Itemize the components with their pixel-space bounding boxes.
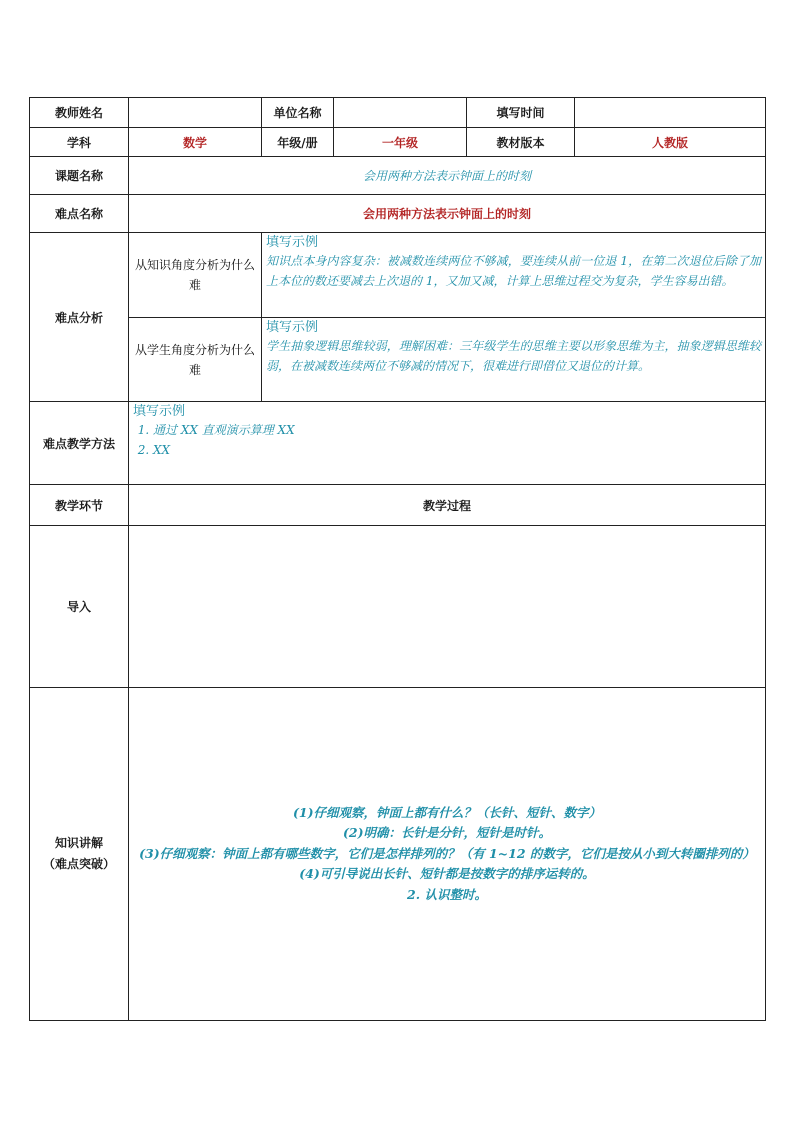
knowledge-label-line2: （难点突破） bbox=[42, 857, 115, 871]
knowledge-row bbox=[30, 688, 766, 1021]
header-row-2 bbox=[30, 128, 766, 157]
process-header: 教学过程 bbox=[129, 485, 766, 526]
student-angle-cell[interactable] bbox=[262, 318, 766, 402]
intro-row bbox=[30, 526, 766, 688]
method-example-title: 填写示例 bbox=[133, 404, 186, 419]
analysis-label: 难点分析 bbox=[30, 233, 129, 402]
knowledge-line: (2)明确：长针是分针，短针是时针。 bbox=[342, 825, 552, 841]
knowledge-line: (1)仔细观察，钟面上都有什么？（长针、短针、数字） bbox=[292, 804, 602, 820]
difficulty-value[interactable]: 会用两种方法表示钟面上的时刻 bbox=[129, 195, 766, 233]
stage-header: 教学环节 bbox=[30, 485, 129, 526]
grade-value[interactable]: 一年级 bbox=[334, 128, 467, 157]
grade-label: 年级/册 bbox=[262, 128, 334, 157]
student-example-title: 填写示例 bbox=[266, 320, 319, 335]
knowledge-label-line1: 知识讲解 bbox=[54, 836, 103, 850]
knowledge-content[interactable] bbox=[129, 688, 766, 1021]
knowledge-label bbox=[30, 688, 129, 1021]
unit-name-label: 单位名称 bbox=[262, 98, 334, 128]
method-item: 2. XX bbox=[153, 440, 761, 460]
process-header-row bbox=[30, 485, 766, 526]
method-item: 1. 通过 XX 直观演示算理 XX bbox=[153, 420, 761, 440]
topic-label: 课题名称 bbox=[30, 157, 129, 195]
header-row-1 bbox=[30, 98, 766, 128]
fill-date-field[interactable] bbox=[575, 98, 766, 128]
teacher-name-label: 教师姓名 bbox=[30, 98, 129, 128]
lesson-plan-table bbox=[29, 97, 766, 1021]
topic-value[interactable]: 会用两种方法表示钟面上的时刻 bbox=[129, 157, 766, 195]
difficulty-label: 难点名称 bbox=[30, 195, 129, 233]
knowledge-angle-label: 从知识角度分析为什么难 bbox=[129, 233, 262, 318]
method-label: 难点教学方法 bbox=[30, 402, 129, 485]
analysis-knowledge-row bbox=[30, 233, 766, 318]
method-list bbox=[133, 420, 761, 460]
method-row bbox=[30, 402, 766, 485]
student-example-text: 学生抽象逻辑思维较弱，理解困难：三年级学生的思维主要以形象思维为主，抽象逻辑思维较弱，在被减数连续两位不够减的情况下，很难进行即借位又退位的计算。 bbox=[266, 339, 761, 373]
fill-date-label: 填写时间 bbox=[467, 98, 575, 128]
analysis-student-row bbox=[30, 318, 766, 402]
knowledge-example-text: 知识点本身内容复杂：被减数连续两位不够减，要连续从前一位退 1，在第二次退位后除了加上本位的数还要减去上次退的 1，又加又减，计算上思维过程交为复杂，学生容易出错。 bbox=[266, 254, 761, 288]
subject-label: 学科 bbox=[30, 128, 129, 157]
intro-label: 导入 bbox=[30, 526, 129, 688]
method-cell[interactable] bbox=[129, 402, 766, 485]
knowledge-line: (3)仔细观察：钟面上都有哪些数字，它们是怎样排列的？（有 1~12 的数字，它们是按从小到大转圈排列的） bbox=[139, 845, 755, 861]
intro-content[interactable] bbox=[129, 526, 766, 688]
topic-row bbox=[30, 157, 766, 195]
teacher-name-field[interactable] bbox=[129, 98, 262, 128]
knowledge-line: 2. 认识整时。 bbox=[407, 886, 487, 902]
student-angle-label: 从学生角度分析为什么难 bbox=[129, 318, 262, 402]
knowledge-angle-cell[interactable] bbox=[262, 233, 766, 318]
knowledge-line: (4)可引导说出长针、短针都是按数字的排序运转的。 bbox=[299, 866, 595, 882]
textbook-label: 教材版本 bbox=[467, 128, 575, 157]
subject-value[interactable]: 数学 bbox=[129, 128, 262, 157]
textbook-value[interactable]: 人教版 bbox=[575, 128, 766, 157]
unit-name-field[interactable] bbox=[334, 98, 467, 128]
knowledge-example-title: 填写示例 bbox=[266, 235, 319, 250]
difficulty-row bbox=[30, 195, 766, 233]
